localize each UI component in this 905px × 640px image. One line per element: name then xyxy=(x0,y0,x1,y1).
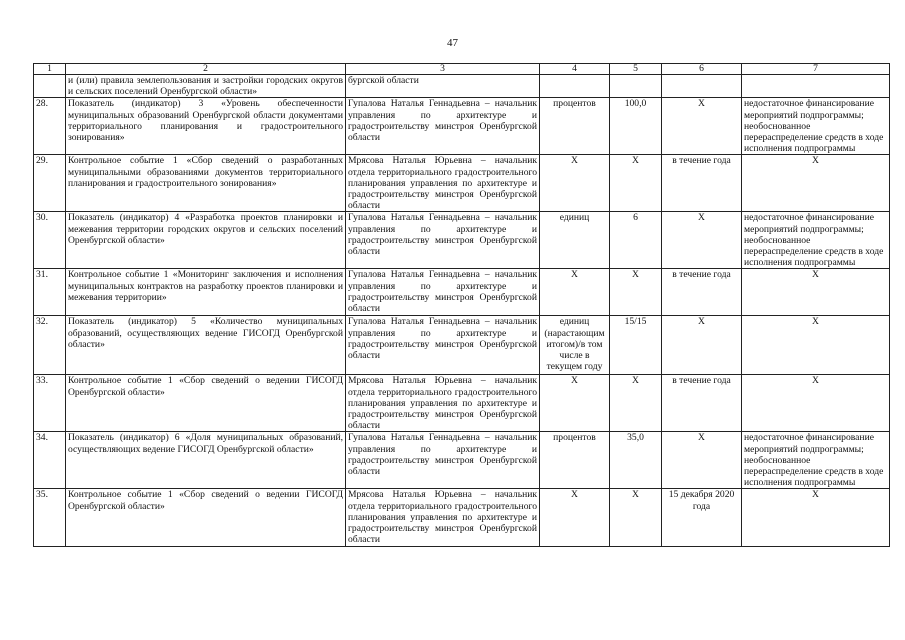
row-number: 29. xyxy=(34,155,66,212)
column-header: 6 xyxy=(662,64,742,75)
risk-cell xyxy=(742,75,890,98)
risk-cell: Х xyxy=(742,269,890,316)
unit-cell xyxy=(540,75,610,98)
unit-cell: единиц (нарастающим итогом)/в том числе в текущем году xyxy=(540,316,610,375)
risk-cell: Х xyxy=(742,375,890,432)
row-number: 32. xyxy=(34,316,66,375)
table-row xyxy=(34,432,890,489)
risk-cell: Х xyxy=(742,489,890,547)
row-number: 28. xyxy=(34,98,66,155)
page-number: 47 xyxy=(447,37,458,49)
unit-cell: процентов xyxy=(540,432,610,489)
term-cell: Х xyxy=(662,98,742,155)
indicator-name: Контрольное событие 1 «Сбор сведений о ведении ГИСОГД Оренбургской области» xyxy=(66,375,346,432)
risk-cell: недостаточное финансирование мероприятий подпрограммы; необоснованное перераспределение средств в ходе исполнения подпрограммы xyxy=(742,212,890,269)
term-cell: в течение года xyxy=(662,269,742,316)
program-table xyxy=(33,63,890,547)
indicator-name: Показатель (индикатор) 4 «Разработка проектов планировки и межевания территории городских округов и сельских поселений Оренбургской области» xyxy=(66,212,346,269)
value-cell: Х xyxy=(610,155,662,212)
table-row-continuation xyxy=(34,75,890,98)
term-cell xyxy=(662,75,742,98)
indicator-name: Контрольное событие 1 «Сбор сведений о разработанных муниципальными образованиями документов территориального планирования и градостроительного зонирования» xyxy=(66,155,346,212)
term-cell: Х xyxy=(662,212,742,269)
risk-cell: недостаточное финансирование мероприятий подпрограммы; необоснованное перераспределение средств в ходе исполнения подпрограммы xyxy=(742,432,890,489)
term-cell: Х xyxy=(662,316,742,375)
responsible-person: бургской области xyxy=(346,75,540,98)
unit-cell: Х xyxy=(540,489,610,547)
responsible-person: Мрясова Наталья Юрьевна – начальник отдела территориального градостроительного планирования управления по архитектуре и градостроительству минстроя Оренбургской области xyxy=(346,155,540,212)
responsible-person: Мрясова Наталья Юрьевна – начальник отдела территориального градостроительного планирования управления по архитектуре и градостроительству минстроя Оренбургской области xyxy=(346,375,540,432)
column-header: 4 xyxy=(540,64,610,75)
term-cell: 15 декабря 2020 года xyxy=(662,489,742,547)
responsible-person: Гупалова Наталья Геннадьевна – начальник управления по архитектуре и градостроительству минстроя Оренбургской области xyxy=(346,98,540,155)
row-number: 35. xyxy=(34,489,66,547)
table-row xyxy=(34,212,890,269)
term-cell: в течение года xyxy=(662,375,742,432)
value-cell: 100,0 xyxy=(610,98,662,155)
indicator-name: Показатель (индикатор) 6 «Доля муниципальных образований, осуществляющих ведение ГИСОГД Оренбургской области» xyxy=(66,432,346,489)
responsible-person: Гупалова Наталья Геннадьевна – начальник управления по архитектуре и градостроительству минстроя Оренбургской области xyxy=(346,432,540,489)
column-header: 2 xyxy=(66,64,346,75)
table-row xyxy=(34,98,890,155)
value-cell: Х xyxy=(610,489,662,547)
column-header: 7 xyxy=(742,64,890,75)
value-cell: 35,0 xyxy=(610,432,662,489)
unit-cell: единиц xyxy=(540,212,610,269)
responsible-person: Мрясова Наталья Юрьевна – начальник отдела территориального градостроительного планирования управления по архитектуре и градостроительству минстроя Оренбургской области xyxy=(346,489,540,547)
indicator-name: Контрольное событие 1 «Мониторинг заключения и исполнения муниципальных контрактов на разработку проектов планировки и межевания территории» xyxy=(66,269,346,316)
unit-cell: Х xyxy=(540,155,610,212)
row-number: 31. xyxy=(34,269,66,316)
table-row xyxy=(34,489,890,547)
unit-cell: процентов xyxy=(540,98,610,155)
indicator-name: и (или) правила землепользования и застройки городских округов и сельских поселений Оренбургской области» xyxy=(66,75,346,98)
value-cell xyxy=(610,75,662,98)
column-header: 5 xyxy=(610,64,662,75)
indicator-name: Контрольное событие 1 «Сбор сведений о ведении ГИСОГД Оренбургской области» xyxy=(66,489,346,547)
responsible-person: Гупалова Наталья Геннадьевна – начальник управления по архитектуре и градостроительству минстроя Оренбургской области xyxy=(346,316,540,375)
row-number: 30. xyxy=(34,212,66,269)
table-row xyxy=(34,269,890,316)
indicator-name: Показатель (индикатор) 5 «Количество муниципальных образований, осуществляющих ведение ГИСОГД Оренбургской области» xyxy=(66,316,346,375)
responsible-person: Гупалова Наталья Геннадьевна – начальник управления по архитектуре и градостроительству минстроя Оренбургской области xyxy=(346,269,540,316)
value-cell: Х xyxy=(610,269,662,316)
risk-cell: Х xyxy=(742,155,890,212)
table-row xyxy=(34,316,890,375)
column-header: 1 xyxy=(34,64,66,75)
unit-cell: Х xyxy=(540,269,610,316)
responsible-person: Гупалова Наталья Геннадьевна – начальник управления по архитектуре и градостроительству минстроя Оренбургской области xyxy=(346,212,540,269)
indicator-name: Показатель (индикатор) 3 «Уровень обеспеченности муниципальных образований Оренбургской области документами территориального планирования и градостроительного зонирования» xyxy=(66,98,346,155)
risk-cell: недостаточное финансирование мероприятий подпрограммы; необоснованное перераспределение средств в ходе исполнения подпрограммы xyxy=(742,98,890,155)
value-cell: Х xyxy=(610,375,662,432)
term-cell: Х xyxy=(662,432,742,489)
term-cell: в течение года xyxy=(662,155,742,212)
table-header-row xyxy=(34,64,890,75)
row-number: 34. xyxy=(34,432,66,489)
unit-cell: Х xyxy=(540,375,610,432)
column-header: 3 xyxy=(346,64,540,75)
risk-cell: Х xyxy=(742,316,890,375)
table-row xyxy=(34,155,890,212)
row-number: 33. xyxy=(34,375,66,432)
table-row xyxy=(34,375,890,432)
value-cell: 15/15 xyxy=(610,316,662,375)
value-cell: 6 xyxy=(610,212,662,269)
row-number xyxy=(34,75,66,98)
